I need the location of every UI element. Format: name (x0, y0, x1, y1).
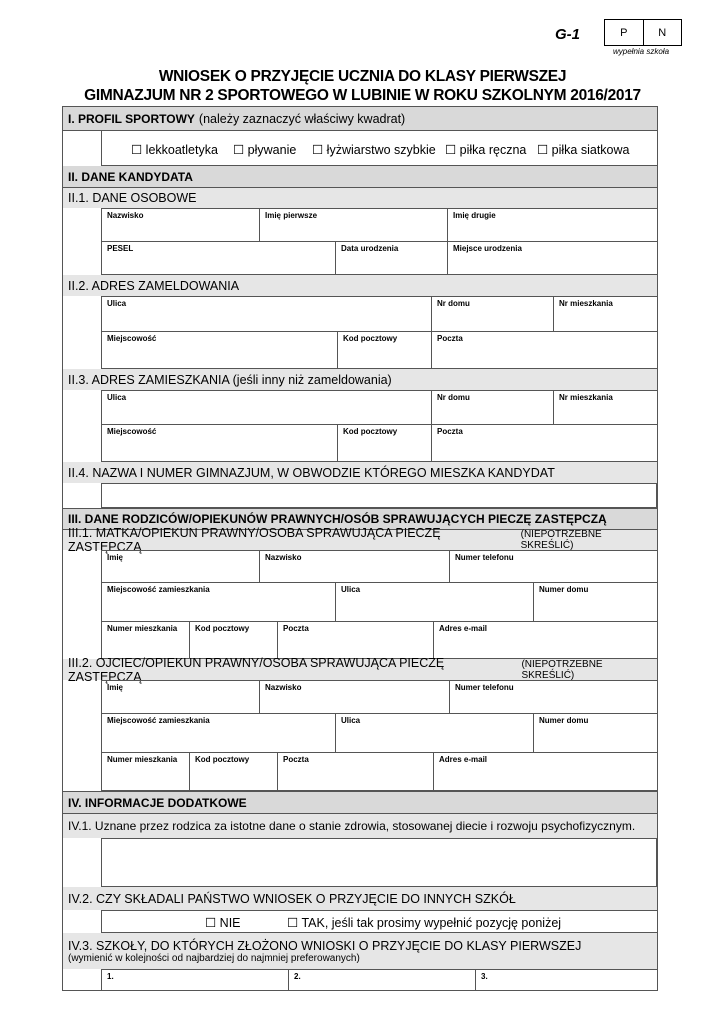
school-choice-1[interactable]: 1. (102, 969, 289, 990)
mother-surname-field[interactable]: Nazwisko (260, 550, 450, 583)
section-1-hint: (należy zaznaczyć właściwy kwadrat) (198, 111, 406, 126)
father-first-name-field[interactable]: Imię (102, 680, 260, 714)
option-yes[interactable]: ☐ TAK, jeśli tak prosimy wypełnić pozycję poniżej (287, 916, 562, 930)
father-city-field[interactable]: Miejscowość zamieszkania (102, 714, 336, 753)
mother-email-field[interactable]: Adres e-mail (434, 622, 658, 659)
father-house-no-field[interactable]: Numer domu (534, 714, 658, 753)
mother-first-name-field[interactable]: Imię (102, 550, 260, 583)
other-schools-header (63, 887, 657, 910)
first-name-field[interactable]: Imię pierwsze (260, 208, 448, 242)
p-cell: P (620, 26, 628, 39)
section-4-title: IV. INFORMACJE DODATKOWE (68, 795, 247, 810)
reg-house-no-field[interactable]: Nr domu (432, 296, 554, 332)
father-flat-no-field[interactable]: Numer mieszkania (102, 753, 190, 791)
mother-title: III.1. MATKA/OPIEKUN PRAWNY/OSOBA SPRAWUJĄCA PIECZĘ ZASTĘPCZĄ (68, 526, 441, 554)
father-note: (NIEPOTRZEBNE SKREŚLIĆ) (521, 658, 603, 681)
district-school-field[interactable] (101, 483, 657, 508)
reg-postcode-field[interactable]: Kod pocztowy (338, 332, 432, 369)
personal-data-title: II.1. DANE OSOBOWE (68, 191, 197, 205)
school-choice-3[interactable]: 3. (476, 969, 658, 990)
section-2-title: II. DANE KANDYDATA (68, 169, 193, 184)
section-1-title: I. PROFIL SPORTOWY (68, 111, 195, 126)
district-school-header (63, 462, 657, 483)
application-form (62, 106, 658, 991)
option-speed-skating[interactable]: ☐ łyżwiarstwo szybkie (312, 143, 436, 157)
form-title-line2: GIMNAZJUM NR 2 SPORTOWEGO W LUBINIE W ROKU SZKOLNYM 2016/2017 (84, 87, 641, 104)
res-post-office-field[interactable]: Poczta (432, 425, 658, 462)
res-house-no-field[interactable]: Nr domu (432, 390, 554, 425)
pesel-field[interactable]: PESEL (102, 242, 336, 275)
res-city-field[interactable]: Miejscowość (102, 425, 338, 462)
form-code: G-1 (555, 26, 581, 43)
residence-address-header (63, 369, 657, 390)
birth-place-field[interactable]: Miejsce urodzenia (448, 242, 658, 275)
res-postcode-field[interactable]: Kod pocztowy (338, 425, 432, 462)
schools-list-subtitle: (wymienić w kolejności od najbardziej do najmniej preferowanych) (68, 952, 360, 964)
health-info-field[interactable] (101, 838, 657, 887)
father-phone-field[interactable]: Numer telefonu (450, 680, 658, 714)
section-2-header (63, 166, 657, 188)
surname-field[interactable]: Nazwisko (102, 208, 260, 242)
mother-street-field[interactable]: Ulica (336, 583, 534, 622)
section-4-header (63, 791, 657, 814)
school-choice-2[interactable]: 2. (289, 969, 476, 990)
father-header (63, 655, 657, 684)
option-handball[interactable]: ☐ piłka ręczna (445, 143, 527, 157)
registered-address-grid (101, 296, 657, 369)
mother-header (63, 526, 657, 554)
mother-grid (101, 550, 657, 659)
health-header (63, 814, 657, 838)
father-title: III.2. OJCIEC/OPIEKUN PRAWNY/OSOBA SPRAWUJĄCA PIECZĘ ZASTĘPCZĄ (68, 655, 445, 684)
school-use-box (604, 19, 682, 46)
residence-address-grid (101, 390, 657, 462)
schools-list-title: IV.3. SZKOŁY, DO KTÓRYCH ZŁOŻONO WNIOSKI O PRZYJĘCIE DO KLASY PIERWSZEJ (68, 938, 582, 953)
reg-street-field[interactable]: Ulica (102, 296, 432, 332)
res-flat-no-field[interactable]: Nr mieszkania (554, 390, 658, 425)
personal-data-grid (101, 208, 657, 275)
father-grid (101, 680, 657, 791)
option-no[interactable]: ☐ NIE (205, 916, 241, 930)
father-postcode-field[interactable]: Kod pocztowy (190, 753, 278, 791)
registered-address-header (63, 275, 657, 296)
section-1-header (63, 107, 657, 131)
mother-phone-field[interactable]: Numer telefonu (450, 550, 658, 583)
section-3-title: III. DANE RODZICÓW/OPIEKUNÓW PRAWNYCH/OSÓB SPRAWUJĄCYCH PIECZĘ ZASTĘPCZĄ (68, 512, 607, 526)
mother-flat-no-field[interactable]: Numer mieszkania (102, 622, 190, 659)
father-street-field[interactable]: Ulica (336, 714, 534, 753)
residence-address-title: II.3. ADRES ZAMIESZKANIA (jeśli inny niż zameldowania) (68, 372, 392, 387)
father-email-field[interactable]: Adres e-mail (434, 753, 658, 791)
mother-city-field[interactable]: Miejscowość zamieszkania (102, 583, 336, 622)
other-schools-options (101, 910, 657, 933)
other-schools-title: IV.2. CZY SKŁADALI PAŃSTWO WNIOSEK O PRZYJĘCIE DO INNYCH SZKÓŁ (68, 891, 516, 906)
father-surname-field[interactable]: Nazwisko (260, 680, 450, 714)
district-school-title: II.4. NAZWA I NUMER GIMNAZJUM, W OBWODZIE KTÓREGO MIESZKA KANDYDAT (68, 465, 555, 480)
reg-flat-no-field[interactable]: Nr mieszkania (554, 296, 658, 332)
mother-post-office-field[interactable]: Poczta (278, 622, 434, 659)
mother-note: (NIEPOTRZEBNE SKREŚLIĆ) (520, 529, 602, 551)
mother-house-no-field[interactable]: Numer domu (534, 583, 658, 622)
personal-data-header (63, 188, 657, 208)
schools-list-grid (101, 969, 657, 990)
option-swimming[interactable]: ☐ pływanie (233, 143, 297, 157)
registered-address-title: II.2. ADRES ZAMELDOWANIA (68, 278, 240, 293)
n-cell: N (643, 20, 682, 45)
schools-list-header (63, 933, 657, 969)
mother-postcode-field[interactable]: Kod pocztowy (190, 622, 278, 659)
res-street-field[interactable]: Ulica (102, 390, 432, 425)
health-title: IV.1. Uznane przez rodzica za istotne dane o stanie zdrowia, stosowanej diecie i rozwoju psychofizycznym. (68, 819, 636, 833)
form-title-line1: WNIOSEK O PRZYJĘCIE UCZNIA DO KLASY PIERWSZEJ (158, 68, 567, 85)
option-volleyball[interactable]: ☐ piłka siatkowa (537, 143, 630, 157)
birth-date-field[interactable]: Data urodzenia (336, 242, 448, 275)
reg-city-field[interactable]: Miejscowość (102, 332, 338, 369)
school-fills-note: wypełnia szkoła (612, 47, 670, 56)
sport-profile-options (101, 131, 657, 166)
second-name-field[interactable]: Imię drugie (448, 208, 658, 242)
option-athletics[interactable]: ☐ lekkoatletyka (131, 143, 218, 157)
reg-post-office-field[interactable]: Poczta (432, 332, 658, 369)
father-post-office-field[interactable]: Poczta (278, 753, 434, 791)
